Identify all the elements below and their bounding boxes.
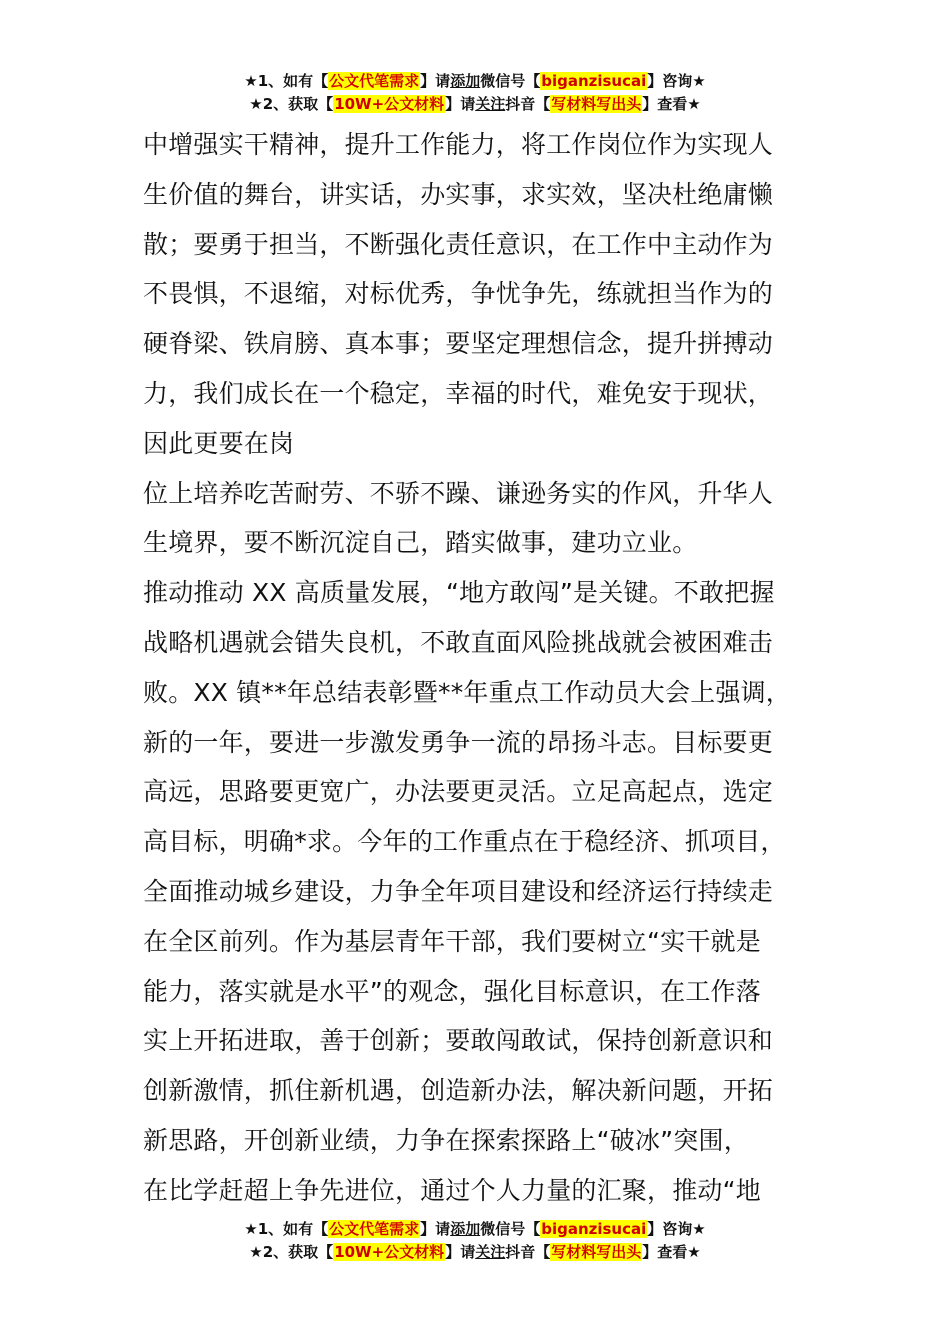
banner-line-2 — [0, 93, 950, 116]
banner-highlight: 公文代笔需求 — [329, 1220, 420, 1238]
banner-text: 】请 — [420, 72, 451, 90]
body-line: 不畏惧，不退缩，对标优秀，争忧争先，练就担当作为的 — [143, 279, 774, 309]
banner-text: 】查看★ — [642, 1243, 701, 1261]
banner-emphasis: 关注 — [475, 1243, 506, 1261]
body-line: 全面推动城乡建设，力争全年项目建设和经济运行持续走 — [143, 876, 774, 906]
banner-text: 】请 — [420, 1220, 451, 1238]
body-line: 硬脊梁、铁肩膀、真本事；要坚定理想信念，提升拼搏动 — [143, 329, 774, 359]
body-line: 因此更要在岗 — [143, 428, 295, 458]
body-line: 新的一年，要进一步激发勇争一流的昂扬斗志。目标要更 — [143, 727, 774, 757]
banner-text: 】请 — [445, 95, 476, 113]
banner-text: 】请 — [445, 1243, 476, 1261]
body-line: 高目标，明确*求。今年的工作重点在于稳经济、抓项目， — [143, 827, 786, 857]
banner-highlight: 写材料写出头 — [551, 95, 642, 113]
banner-highlight: biganzisucai — [541, 72, 647, 90]
banner-highlight: 10W+公文材料 — [334, 95, 445, 113]
banner-text: 微信号【 — [480, 72, 541, 90]
banner-text: 抖音【 — [505, 1243, 551, 1261]
body-line: 创新激情，抓住新机遇，创造新办法，解决新问题，开拓 — [143, 1076, 774, 1106]
banner-emphasis: 添加 — [450, 72, 481, 90]
body-line: 败。XX 镇**年总结表彰暨**年重点工作动员大会上强调， — [143, 677, 792, 707]
banner-text: ★2、获取【 — [249, 95, 334, 113]
banner-line-1 — [0, 1218, 950, 1241]
body-line: 散；要勇于担当，不断强化责任意识，在工作中主动作为 — [143, 229, 774, 259]
banner-line-2 — [0, 1241, 950, 1264]
document-body — [143, 120, 808, 1216]
body-line: 在比学赶超上争先进位，通过个人力量的汇聚，推动“地 — [143, 1175, 761, 1205]
body-line: 推动推动 XX 高质量发展，“地方敢闯”是关键。不敢把握 — [143, 578, 775, 608]
body-line: 战略机遇就会错失良机，不敢直面风险挑战就会被困难击 — [143, 627, 774, 657]
body-line: 在全区前列。作为基层青年干部，我们要树立“实干就是 — [143, 926, 761, 956]
body-line: 中增强实干精神，提升工作能力，将工作岗位作为实现人 — [143, 130, 774, 159]
footer-banner — [0, 1218, 950, 1264]
body-line: 力，我们成长在一个稳定，幸福的时代，难免安于现状， — [143, 378, 774, 408]
banner-highlight: 公文代笔需求 — [329, 72, 420, 90]
banner-emphasis: 关注 — [475, 95, 506, 113]
banner-text: 】查看★ — [642, 95, 701, 113]
banner-text: 抖音【 — [505, 95, 551, 113]
banner-text: ★2、获取【 — [249, 1243, 334, 1261]
banner-text: ★1、如有【 — [244, 72, 329, 90]
banner-emphasis: 添加 — [450, 1220, 481, 1238]
banner-highlight: 10W+公文材料 — [334, 1243, 445, 1261]
body-line: 能力，落实就是水平”的观念，强化目标意识，在工作落 — [143, 976, 761, 1006]
body-line: 实上开拓进取，善于创新；要敢闯敢试，保持创新意识和 — [143, 1026, 774, 1056]
banner-text: ★1、如有【 — [244, 1220, 329, 1238]
body-line: 位上培养吃苦耐劳、不骄不躁、谦逊务实的作风，升华人 — [143, 478, 774, 508]
banner-text: 微信号【 — [480, 1220, 541, 1238]
body-line: 新思路，开创新业绩，力争在探索探路上“破冰”突围， — [143, 1125, 749, 1155]
banner-text: 】咨询★ — [647, 72, 706, 90]
body-line: 生境界，要不断沉淀自己，踏实做事，建功立业。 — [143, 528, 698, 558]
header-banner — [0, 70, 950, 116]
banner-highlight: 写材料写出头 — [551, 1243, 642, 1261]
banner-line-1 — [0, 70, 950, 93]
body-line: 高远，思路要更宽广，办法要更灵活。立足高起点，选定 — [143, 777, 774, 807]
banner-highlight: biganzisucai — [541, 1220, 647, 1238]
banner-text: 】咨询★ — [647, 1220, 706, 1238]
body-line: 生价值的舞台，讲实话，办实事，求实效，坚决杜绝庸懒 — [143, 179, 774, 209]
